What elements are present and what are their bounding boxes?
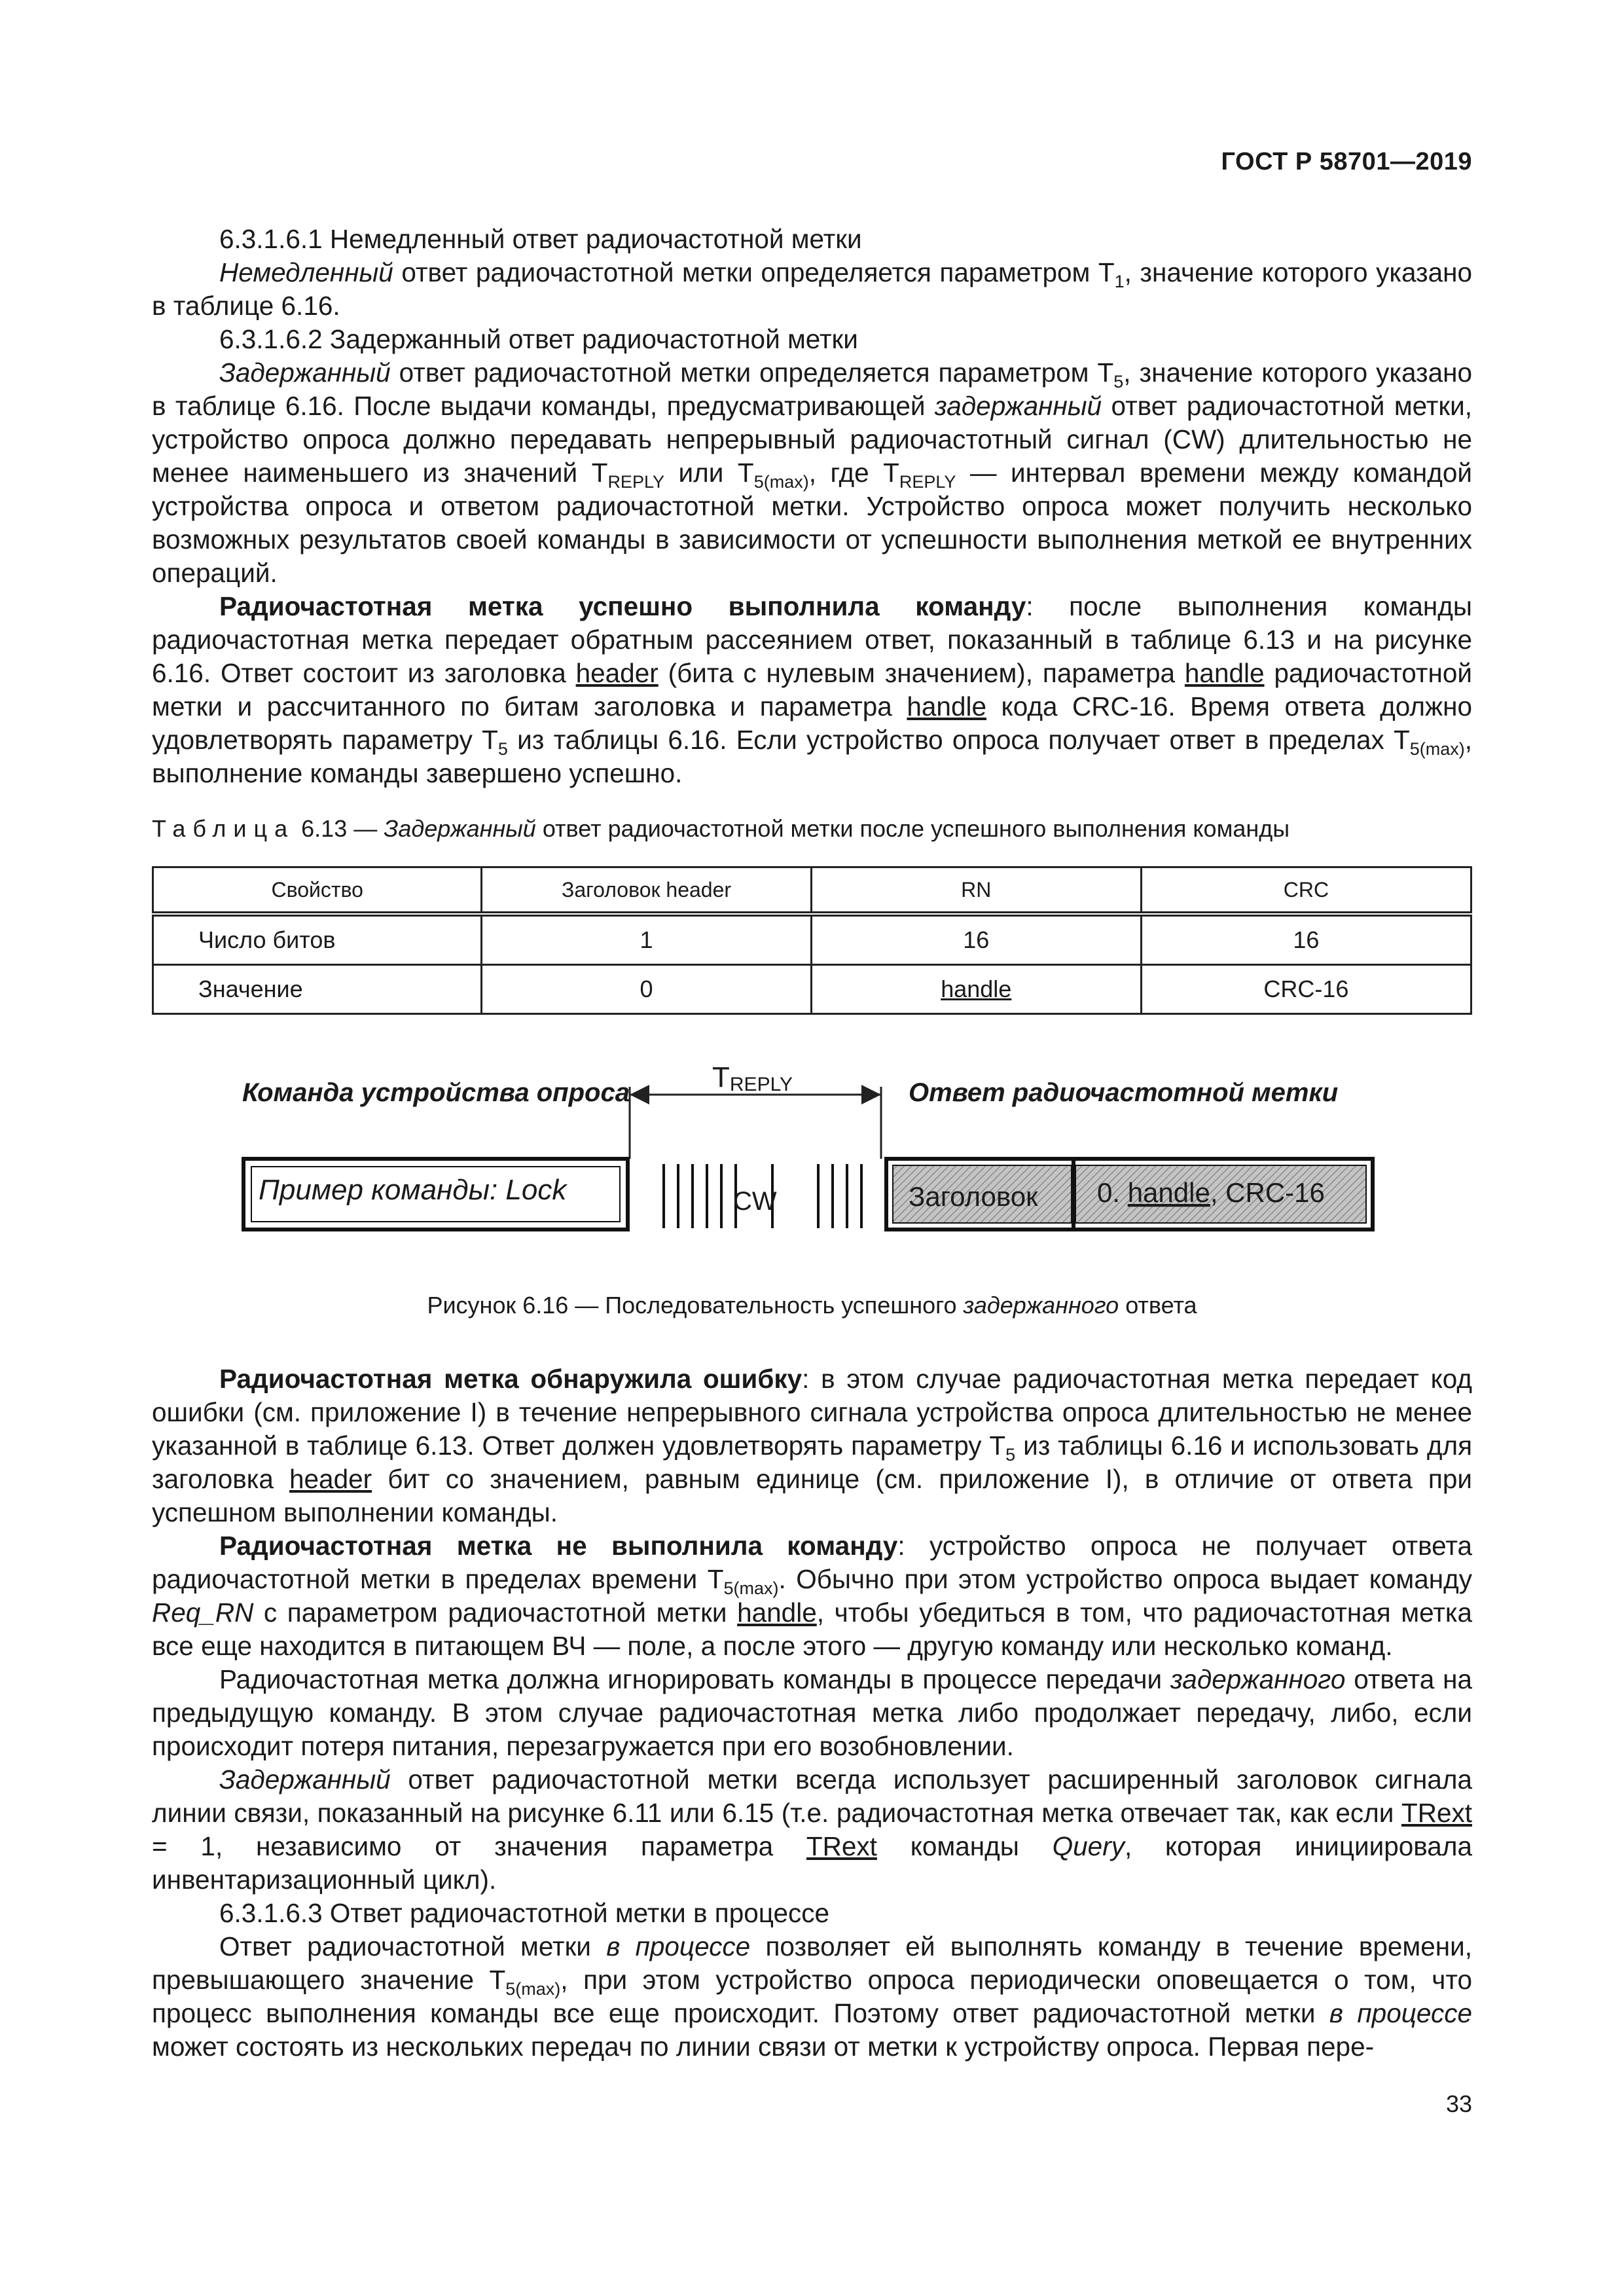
table-cell: 1: [482, 914, 811, 965]
figure-caption: Рисунок 6.16 — Последовательность успешного задержанного ответа: [427, 1292, 1197, 1319]
table-cell: Значение: [153, 965, 482, 1014]
reply-handle-label: 0. handle, CRC-16: [1097, 1177, 1325, 1208]
table-header-cell: Свойство: [153, 867, 482, 915]
table-cell: Число битов: [153, 914, 482, 965]
table-cell: handle: [811, 965, 1141, 1014]
cw-label: CW: [733, 1187, 777, 1216]
paragraph-immediate-reply: Немедленный ответ радиочастотной метки определяется параметром $T_1$, значение которого указано в таблице 6.16.: [152, 257, 1472, 321]
table-cell: CRC-16: [1141, 965, 1471, 1014]
paragraph-in-process: Ответ радиочастотной метки в процессе позволяет ей выполнять команду в течение времени, превышающего значение $T_{5(max)}$, при этом устройство опроса периодически оповещается о том, что процесс выполнения команды все еще происходит. Поэтому ответ радиочастотной метки в процессе может состоять из нескольких передач по линии связи от метки к устройству опроса. Первая пере-: [152, 1931, 1472, 2062]
table-caption: Таблица 6.13 — Задержанный ответ радиочастотной метки после успешного выполнения команды: [152, 815, 1290, 842]
paragraph-extended-preamble: Задержанный ответ радиочастотной метки всегда использует расширенный заголовок сигнала линии связи, показанный на рисунке 6.11 или 6.15 (т.е. радиочастотная метка отвечает так, как если TRext = 1, независимо от значения параметра TRext команды Query, которая инициировала инвентаризационный цикл).: [152, 1764, 1472, 1895]
page-number: 33: [1445, 2090, 1472, 2117]
table-header-cell: RN: [811, 867, 1141, 915]
table-cell: 16: [811, 914, 1141, 965]
label-reader-command: Команда устройства опроса: [242, 1078, 630, 1107]
command-box-label: Пример команды: Lock: [259, 1174, 567, 1206]
paragraph-delayed-reply: Задержанный ответ радиочастотной метки определяется параметром $T_5$, значение которого указано в таблице 6.16. После выдачи команды, предусматривающей задержанный ответ радиочастотной метки, устройство опроса должно передавать непрерывный радиочастотный сигнал (CW) длительностью не менее наименьшего из значений $T_{REPLY}$ или $T_{5(max)}$, где $T_{REPLY}$ — интервал времени между командой устройства опроса и ответом радиочастотной метки. Устройство опроса может получить несколько возможных результатов своей команды в зависимости от успешности выполнения меткой ее внутренних операций.: [152, 357, 1473, 588]
table-row: [153, 965, 1471, 1014]
figure-6-16: [0, 1048, 1624, 1270]
section-title-6-3-1-6-3: 6.3.1.6.3 Ответ радиочастотной метки в процессе: [219, 1898, 830, 1928]
section-title-6-3-1-6-1: 6.3.1.6.1 Немедленный ответ радиочастотной метки: [219, 224, 862, 254]
reply-header-label: Заголовок: [909, 1181, 1038, 1212]
table-cell: 16: [1141, 914, 1471, 965]
paragraph-ignore: Радиочастотная метка должна игнорировать команды в процессе передачи задержанного ответа на предыдущую команду. В этом случае радиочастотная метка либо продолжает передачу, либо, если происходит потеря питания, перезагружается при его возобновлении.: [152, 1664, 1473, 1761]
paragraph-success: Радиочастотная метка успешно выполнила команду: после выполнения команды радиочастотная метка передает обратным рассеянием ответ, показанный в таблице 6.13 и на рисунке 6.16. Ответ состоит из заголовка header (бита с нулевым значением), параметра handle радиочастотной метки и рассчитанного по битам заголовка и параметра handle кода CRC-16. Время ответа должно удовлетворять параметру $T_5$ из таблицы 6.16. Если устройство опроса получает ответ в пределах $T_{5(max)}$, выполнение команды завершено успешно.: [152, 591, 1472, 788]
table-cell: 0: [482, 965, 811, 1014]
paragraph-error: Радиочастотная метка обнаружила ошибку: в этом случае радиочастотная метка передает код ошибки (см. приложение I) в течение непрерывного сигнала устройства опроса длительностью не менее указанной в таблице 6.13. Ответ должен удовлетворять параметру $T_5$ из таблицы 6.16 и использовать для заголовка header бит со значением, равным единице (см. приложение I), в отличие от ответа при успешном выполнении команды.: [152, 1364, 1473, 1527]
table-header-cell: CRC: [1141, 867, 1471, 915]
table-header-cell: Заголовок header: [482, 867, 811, 915]
section-title-6-3-1-6-2: 6.3.1.6.2 Задержанный ответ радиочастотной метки: [219, 324, 858, 354]
reply-table: [152, 866, 1472, 1015]
paragraph-fail: Радиочастотная метка не выполнила команду: устройство опроса не получает ответа радиочастотной метки в пределах времени $T_{5(max)}$. Обычно при этом устройство опроса выдает команду Req_RN с параметром радиочастотной метки handle, чтобы убедиться в том, что радиочастотная метка все еще находится в питающем ВЧ — поле, а после этого — другую команду или несколько команд.: [152, 1531, 1473, 1661]
text-block-top: [152, 223, 1472, 790]
label-tag-reply: Ответ радиочастотной метки: [909, 1078, 1339, 1107]
table-header-row: [153, 867, 1471, 915]
standard-code: ГОСТ Р 58701—2019: [1221, 148, 1472, 175]
text-block-bottom: [152, 1362, 1472, 2064]
table-row: [153, 914, 1471, 965]
label-treply: TREPLY: [712, 1061, 793, 1095]
